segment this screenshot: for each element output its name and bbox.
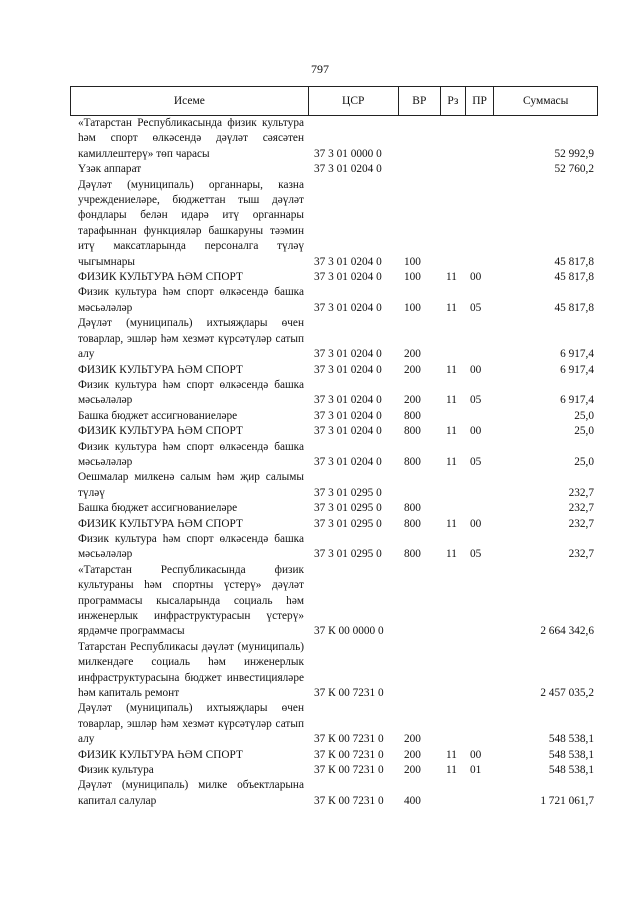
table-row bbox=[70, 363, 598, 378]
row-name: Дәүләт (муниципаль) милке объектларына капитал салулар bbox=[78, 779, 304, 807]
row-name: Оешмалар милкенә салым һәм җир салымы түләү bbox=[78, 471, 304, 499]
row-csr: 37 К 00 0000 0 bbox=[314, 625, 384, 638]
row-pr: 05 bbox=[470, 394, 482, 407]
row-csr: 37 3 01 0295 0 bbox=[314, 548, 382, 561]
row-name: Башка бюджет ассигнованиеләре bbox=[78, 502, 238, 515]
row-sum: 232,7 bbox=[568, 486, 594, 499]
row-pr: 00 bbox=[470, 517, 482, 530]
row-csr: 37 3 01 0204 0 bbox=[314, 255, 382, 268]
row-name: Физик культура bbox=[78, 764, 154, 777]
row-pr: 01 bbox=[470, 764, 482, 777]
row-vr: 400 bbox=[404, 794, 421, 807]
row-vr: 200 bbox=[404, 748, 421, 761]
row-vr: 200 bbox=[404, 363, 421, 376]
table-header bbox=[70, 86, 598, 116]
row-csr: 37 3 01 0204 0 bbox=[314, 163, 382, 176]
header-sum: Суммасы bbox=[493, 87, 597, 115]
row-rz: 11 bbox=[446, 425, 457, 438]
row-name: Башка бюджет ассигнованиеләре bbox=[78, 409, 238, 422]
row-vr: 800 bbox=[404, 425, 421, 438]
row-csr: 37 3 01 0204 0 bbox=[314, 301, 382, 314]
row-csr: 37 3 01 0204 0 bbox=[314, 271, 382, 284]
row-csr: 37 3 01 0204 0 bbox=[314, 409, 382, 422]
row-sum: 6 917,4 bbox=[560, 394, 594, 407]
header-csr: ЦСР bbox=[308, 87, 398, 115]
row-csr: 37 3 01 0204 0 bbox=[314, 425, 382, 438]
table-row bbox=[70, 701, 598, 747]
table-row bbox=[70, 270, 598, 285]
row-csr: 37 3 01 0295 0 bbox=[314, 517, 382, 530]
page-number: 797 bbox=[311, 62, 329, 76]
row-vr: 100 bbox=[404, 271, 421, 284]
row-name: ФИЗИК КУЛЬТУРА ҺӘМ СПОРТ bbox=[78, 748, 243, 761]
row-csr: 37 К 00 7231 0 bbox=[314, 794, 384, 807]
row-pr: 05 bbox=[470, 548, 482, 561]
row-name: Физик культура һәм спорт өлкәсендә башка мәсьәләләр bbox=[78, 378, 304, 407]
row-pr: 00 bbox=[470, 425, 482, 438]
row-sum: 52 760,2 bbox=[554, 163, 594, 176]
row-name: Дәүләт (муниципаль) ихтыяҗлары өчен товарлар, эшләр һәм хезмәт күрсәтүләр сатып алу bbox=[78, 317, 304, 361]
row-sum: 548 538,1 bbox=[548, 733, 594, 746]
row-pr: 00 bbox=[470, 748, 482, 761]
table-row bbox=[70, 517, 598, 532]
row-sum: 232,7 bbox=[568, 548, 594, 561]
row-sum: 45 817,8 bbox=[554, 301, 594, 314]
row-sum: 548 538,1 bbox=[548, 748, 594, 761]
row-pr: 05 bbox=[470, 301, 482, 314]
row-rz: 11 bbox=[446, 455, 457, 468]
table-row bbox=[70, 116, 598, 162]
row-vr: 100 bbox=[404, 301, 421, 314]
row-rz: 11 bbox=[446, 517, 457, 530]
row-sum: 232,7 bbox=[568, 502, 594, 515]
row-name: Татарстан Республикасы дәүләт (муниципаль) милкендәге социаль һәм инженерлык инфраструктурасына бюджет инвестицияләре һәм капиталь ремонт bbox=[78, 640, 304, 700]
row-vr: 800 bbox=[404, 409, 421, 422]
row-sum: 25,0 bbox=[574, 409, 594, 422]
row-csr: 37 К 00 7231 0 bbox=[314, 764, 384, 777]
header-vr: ВР bbox=[398, 87, 440, 115]
row-csr: 37 3 01 0295 0 bbox=[314, 486, 382, 499]
row-sum: 548 538,1 bbox=[548, 764, 594, 777]
row-vr: 800 bbox=[404, 502, 421, 515]
row-name: Физик культура һәм спорт өлкәсендә башка мәсьәләләр bbox=[78, 440, 304, 468]
row-vr: 200 bbox=[404, 733, 421, 746]
table-row bbox=[70, 409, 598, 424]
table-row bbox=[70, 763, 598, 778]
row-sum: 232,7 bbox=[568, 517, 594, 530]
row-pr: 00 bbox=[470, 271, 482, 284]
table-body bbox=[70, 116, 598, 809]
table-row bbox=[70, 285, 598, 316]
table-row bbox=[70, 440, 598, 471]
row-csr: 37 К 00 7231 0 bbox=[314, 733, 384, 746]
row-vr: 800 bbox=[404, 517, 421, 530]
budget-table bbox=[70, 86, 598, 809]
row-name: «Татарстан Республикасында физик культураны һәм спортны үстерү» дәүләт программасы кысаларында социаль һәм инженерлык инфраструктурасын үстерү» ярдәмче программасы bbox=[78, 563, 304, 638]
row-rz: 11 bbox=[446, 363, 457, 376]
row-pr: 00 bbox=[470, 363, 482, 376]
table-row bbox=[70, 316, 598, 362]
row-name: «Татарстан Республикасында физик культура һәм спорт өлкәсендә дәүләт сәясәтен камиллештерү» төп чарасы bbox=[78, 117, 304, 160]
row-name: Дәүләт (муниципаль) ихтыяҗлары өчен товарлар, эшләр һәм хезмәт күрсәтүләр сатып алу bbox=[78, 702, 304, 746]
row-rz: 11 bbox=[446, 394, 457, 407]
row-vr: 200 bbox=[404, 764, 421, 777]
row-csr: 37 К 00 7231 0 bbox=[314, 687, 384, 700]
row-sum: 45 817,8 bbox=[554, 255, 594, 268]
row-vr: 200 bbox=[404, 394, 421, 407]
row-vr: 200 bbox=[404, 348, 421, 361]
row-name: ФИЗИК КУЛЬТУРА ҺӘМ СПОРТ bbox=[78, 271, 243, 284]
row-sum: 6 917,4 bbox=[560, 348, 594, 361]
row-sum: 6 917,4 bbox=[560, 363, 594, 376]
row-csr: 37 3 01 0204 0 bbox=[314, 455, 382, 468]
table-row bbox=[70, 563, 598, 640]
row-sum: 52 992,9 bbox=[554, 147, 594, 160]
row-rz: 11 bbox=[446, 271, 457, 284]
table-row bbox=[70, 532, 598, 563]
table-row bbox=[70, 424, 598, 439]
row-sum: 2 664 342,6 bbox=[540, 625, 594, 638]
table-row bbox=[70, 501, 598, 516]
header-pr: ПР bbox=[465, 87, 494, 115]
row-sum: 2 457 035,2 bbox=[540, 687, 594, 700]
row-name: Дәүләт (муниципаль) органнары, казна учреждениеләре, бюджеттан тыш дәүләт фондлары белән идарә итү органнары тарафыннан функцияләр башкаруны тәэмин итү максатларында персоналга түләү чыгымнары bbox=[78, 178, 304, 268]
table-row bbox=[70, 778, 598, 809]
row-name: ФИЗИК КУЛЬТУРА ҺӘМ СПОРТ bbox=[78, 517, 243, 530]
row-csr: 37 3 01 0204 0 bbox=[314, 363, 382, 376]
row-sum: 1 721 061,7 bbox=[540, 794, 594, 807]
row-sum: 25,0 bbox=[574, 425, 594, 438]
row-rz: 11 bbox=[446, 748, 457, 761]
table-row bbox=[70, 162, 598, 177]
row-vr: 100 bbox=[404, 255, 421, 268]
row-csr: 37 К 00 7231 0 bbox=[314, 748, 384, 761]
row-name: Физик культура һәм спорт өлкәсендә башка мәсьәләләр bbox=[78, 532, 304, 561]
row-name: ФИЗИК КУЛЬТУРА ҺӘМ СПОРТ bbox=[78, 363, 243, 376]
row-csr: 37 3 01 0204 0 bbox=[314, 348, 382, 361]
table-row bbox=[70, 378, 598, 409]
row-vr: 800 bbox=[404, 548, 421, 561]
row-rz: 11 bbox=[446, 301, 457, 314]
row-pr: 05 bbox=[470, 455, 482, 468]
header-rz: Рз bbox=[440, 87, 465, 115]
row-sum: 25,0 bbox=[574, 455, 594, 468]
row-name: Үзәк аппарат bbox=[78, 163, 142, 176]
row-name: Физик культура һәм спорт өлкәсендә башка мәсьәләләр bbox=[78, 286, 304, 314]
row-rz: 11 bbox=[446, 764, 457, 777]
table-row bbox=[70, 178, 598, 270]
row-sum: 45 817,8 bbox=[554, 271, 594, 284]
row-name: ФИЗИК КУЛЬТУРА ҺӘМ СПОРТ bbox=[78, 425, 243, 438]
row-vr: 800 bbox=[404, 455, 421, 468]
row-rz: 11 bbox=[446, 548, 457, 561]
row-csr: 37 3 01 0000 0 bbox=[314, 147, 382, 160]
row-csr: 37 3 01 0204 0 bbox=[314, 394, 382, 407]
table-row bbox=[70, 640, 598, 702]
row-csr: 37 3 01 0295 0 bbox=[314, 502, 382, 515]
header-name: Исеме bbox=[173, 95, 205, 107]
table-row bbox=[70, 470, 598, 501]
table-row bbox=[70, 748, 598, 763]
